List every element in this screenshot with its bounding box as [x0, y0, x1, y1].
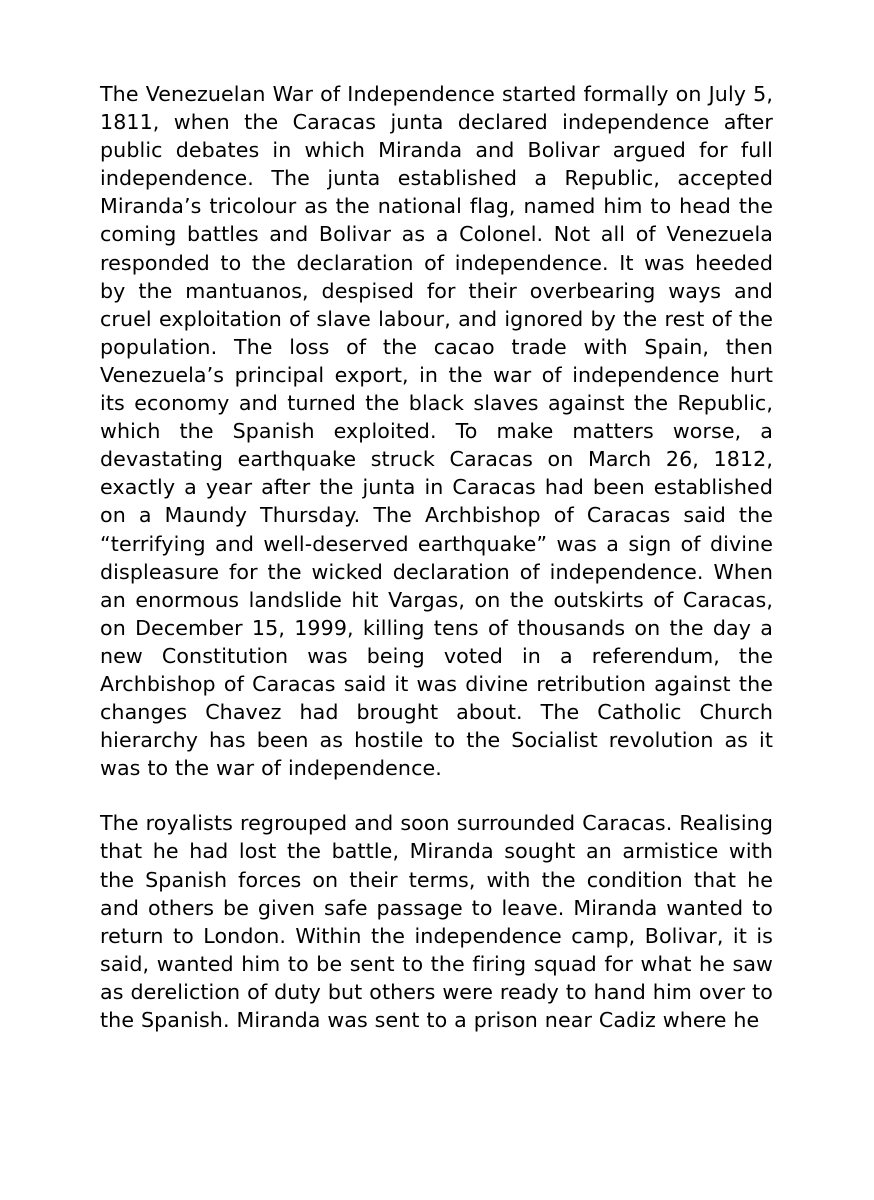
document-text-column	[100, 80, 773, 1034]
body-paragraph: The Venezuelan War of Independence started formally on July 5, 1811, when the Caracas junta declared independence after public debates in which Miranda and Bolivar argued for full independence. The junta established a Republic, accepted Miranda’s tricolour as the national flag, named him to head the coming battles and Bolivar as a Colonel. Not all of Venezuela responded to the declaration of independence. It was heeded by the mantuanos, despised for their overbearing ways and cruel exploitation of slave labour, and ignored by the rest of the population. The loss of the cacao trade with Spain, then Venezuela’s principal export, in the war of independence hurt its economy and turned the black slaves against the Republic, which the Spanish exploited. To make matters worse, a devastating earthquake struck Caracas on March 26, 1812, exactly a year after the junta in Caracas had been established on a Maundy Thursday. The Archbishop of Caracas said the “terrifying and well-deserved earthquake” was a sign of divine displeasure for the wicked declaration of independence. When an enormous landslide hit Vargas, on the outskirts of Caracas, on December 15, 1999, killing tens of thousands on the day a new Constitution was being voted in a referendum, the Archbishop of Caracas said it was divine retribution against the changes Chavez had brought about. The Catholic Church hierarchy has been as hostile to the Socialist revolution as it was to the war of independence.	[100, 82, 773, 781]
body-paragraph: The royalists regrouped and soon surrounded Caracas. Realising that he had lost the battle, Miranda sought an armistice with the Spanish forces on their terms, with the condition that he and others be given safe passage to leave. Miranda wanted to return to London. Within the independence camp, Bolivar, it is said, wanted him to be sent to the firing squad for what he saw as dereliction of duty but others were ready to hand him over to the Spanish. Miranda was sent to a prison near Cadiz where he	[100, 811, 773, 1032]
